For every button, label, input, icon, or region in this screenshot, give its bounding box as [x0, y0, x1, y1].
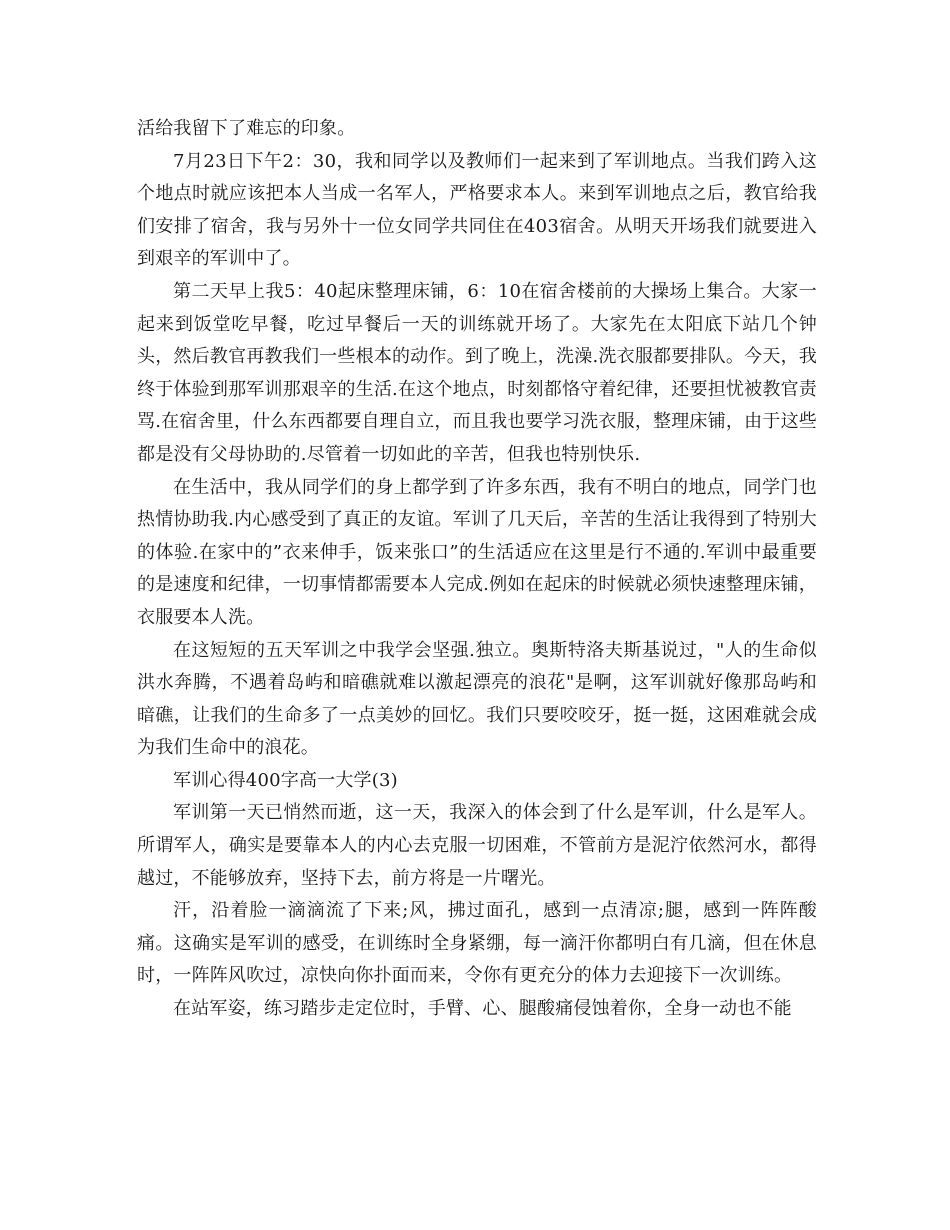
paragraph-5: 在这短短的五天军训之中我学会坚强.独立。奥斯特洛夫斯基说过，"人的生命似洪水奔腾，不遇着岛屿和暗礁就难以激起漂亮的浪花"是啊，这军训就好像那岛屿和暗礁，让我们的生命多了一点美妙的回忆。我们只要咬咬牙，挺一挺，这困难就会成为我们生命中的浪花。	[137, 639, 817, 759]
paragraph-3: 第二天早上我5：40起床整理床铺，6：10在宿舍楼前的大操场上集合。大家一起来到饭堂吃早餐，吃过早餐后一天的训练就开场了。大家先在太阳底下站几个钟头，然后教官再教我们一些根本的动作。到了晚上，洗澡.洗衣服都要排队。今天，我终于体验到那军训那艰辛的生活.在这个地点，时刻都恪守着纪律，还要担忧被教官责骂.在宿舍里，什么东西都要自理自立，而且我也要学习洗衣服，整理床铺，由于这些都是没有父母协助的.尽管着一切如此的辛苦，但我也特别快乐.	[137, 280, 817, 465]
paragraph-8: 在站军姿，练习踏步走定位时，手臂、心、腿酸痛侵蚀着你，全身一动也不能	[173, 998, 792, 1020]
paragraph-6: 军训第一天已悄然而逝，这一天，我深入的体会到了什么是军训，什么是军人。所谓军人，确实是要靠本人的内心去克服一切困难，不管前方是泥泞依然河水，都得越过，不能够放弃，坚持下去，前方将是一片曙光。	[137, 802, 817, 889]
section-heading: 军训心得400字高一大学(3)	[173, 769, 398, 791]
paragraph-1: 活给我留下了难忘的印象。	[137, 118, 356, 139]
paragraph-2: 7月23日下午2：30，我和同学以及教师们一起来到了军训地点。当我们跨入这个地点时就应该把本人当成一名军人，严格要求本人。来到军训地点之后，教官给我们安排了宿舍，我与另外十一位女同学共同住在403宿舍。从明天开场我们就要进入到艰辛的军训中了。	[137, 150, 817, 270]
paragraph-7: 汗，沿着脸一滴滴流了下来;风，拂过面孔，感到一点清凉;腿，感到一阵阵酸痛。这确实是军训的感受，在训练时全身紧绷，每一滴汗你都明白有几滴，但在休息时，一阵阵风吹过，凉快向你扑面而来，令你有更充分的体力去迎接下一次训练。	[137, 900, 817, 987]
document-page	[137, 113, 817, 1026]
paragraph-4: 在生活中，我从同学们的身上都学到了许多东西，我有不明白的地点，同学门也热情协助我.内心感受到了真正的友谊。军训了几天后，辛苦的生活让我得到了特别大的体验.在家中的”衣来伸手，饭来张口”的生活适应在这里是行不通的.军训中最重要的是速度和纪律，一切事情都需要本人完成.例如在起床的时候就必须快速整理床铺，衣服要本人洗。	[137, 476, 817, 628]
